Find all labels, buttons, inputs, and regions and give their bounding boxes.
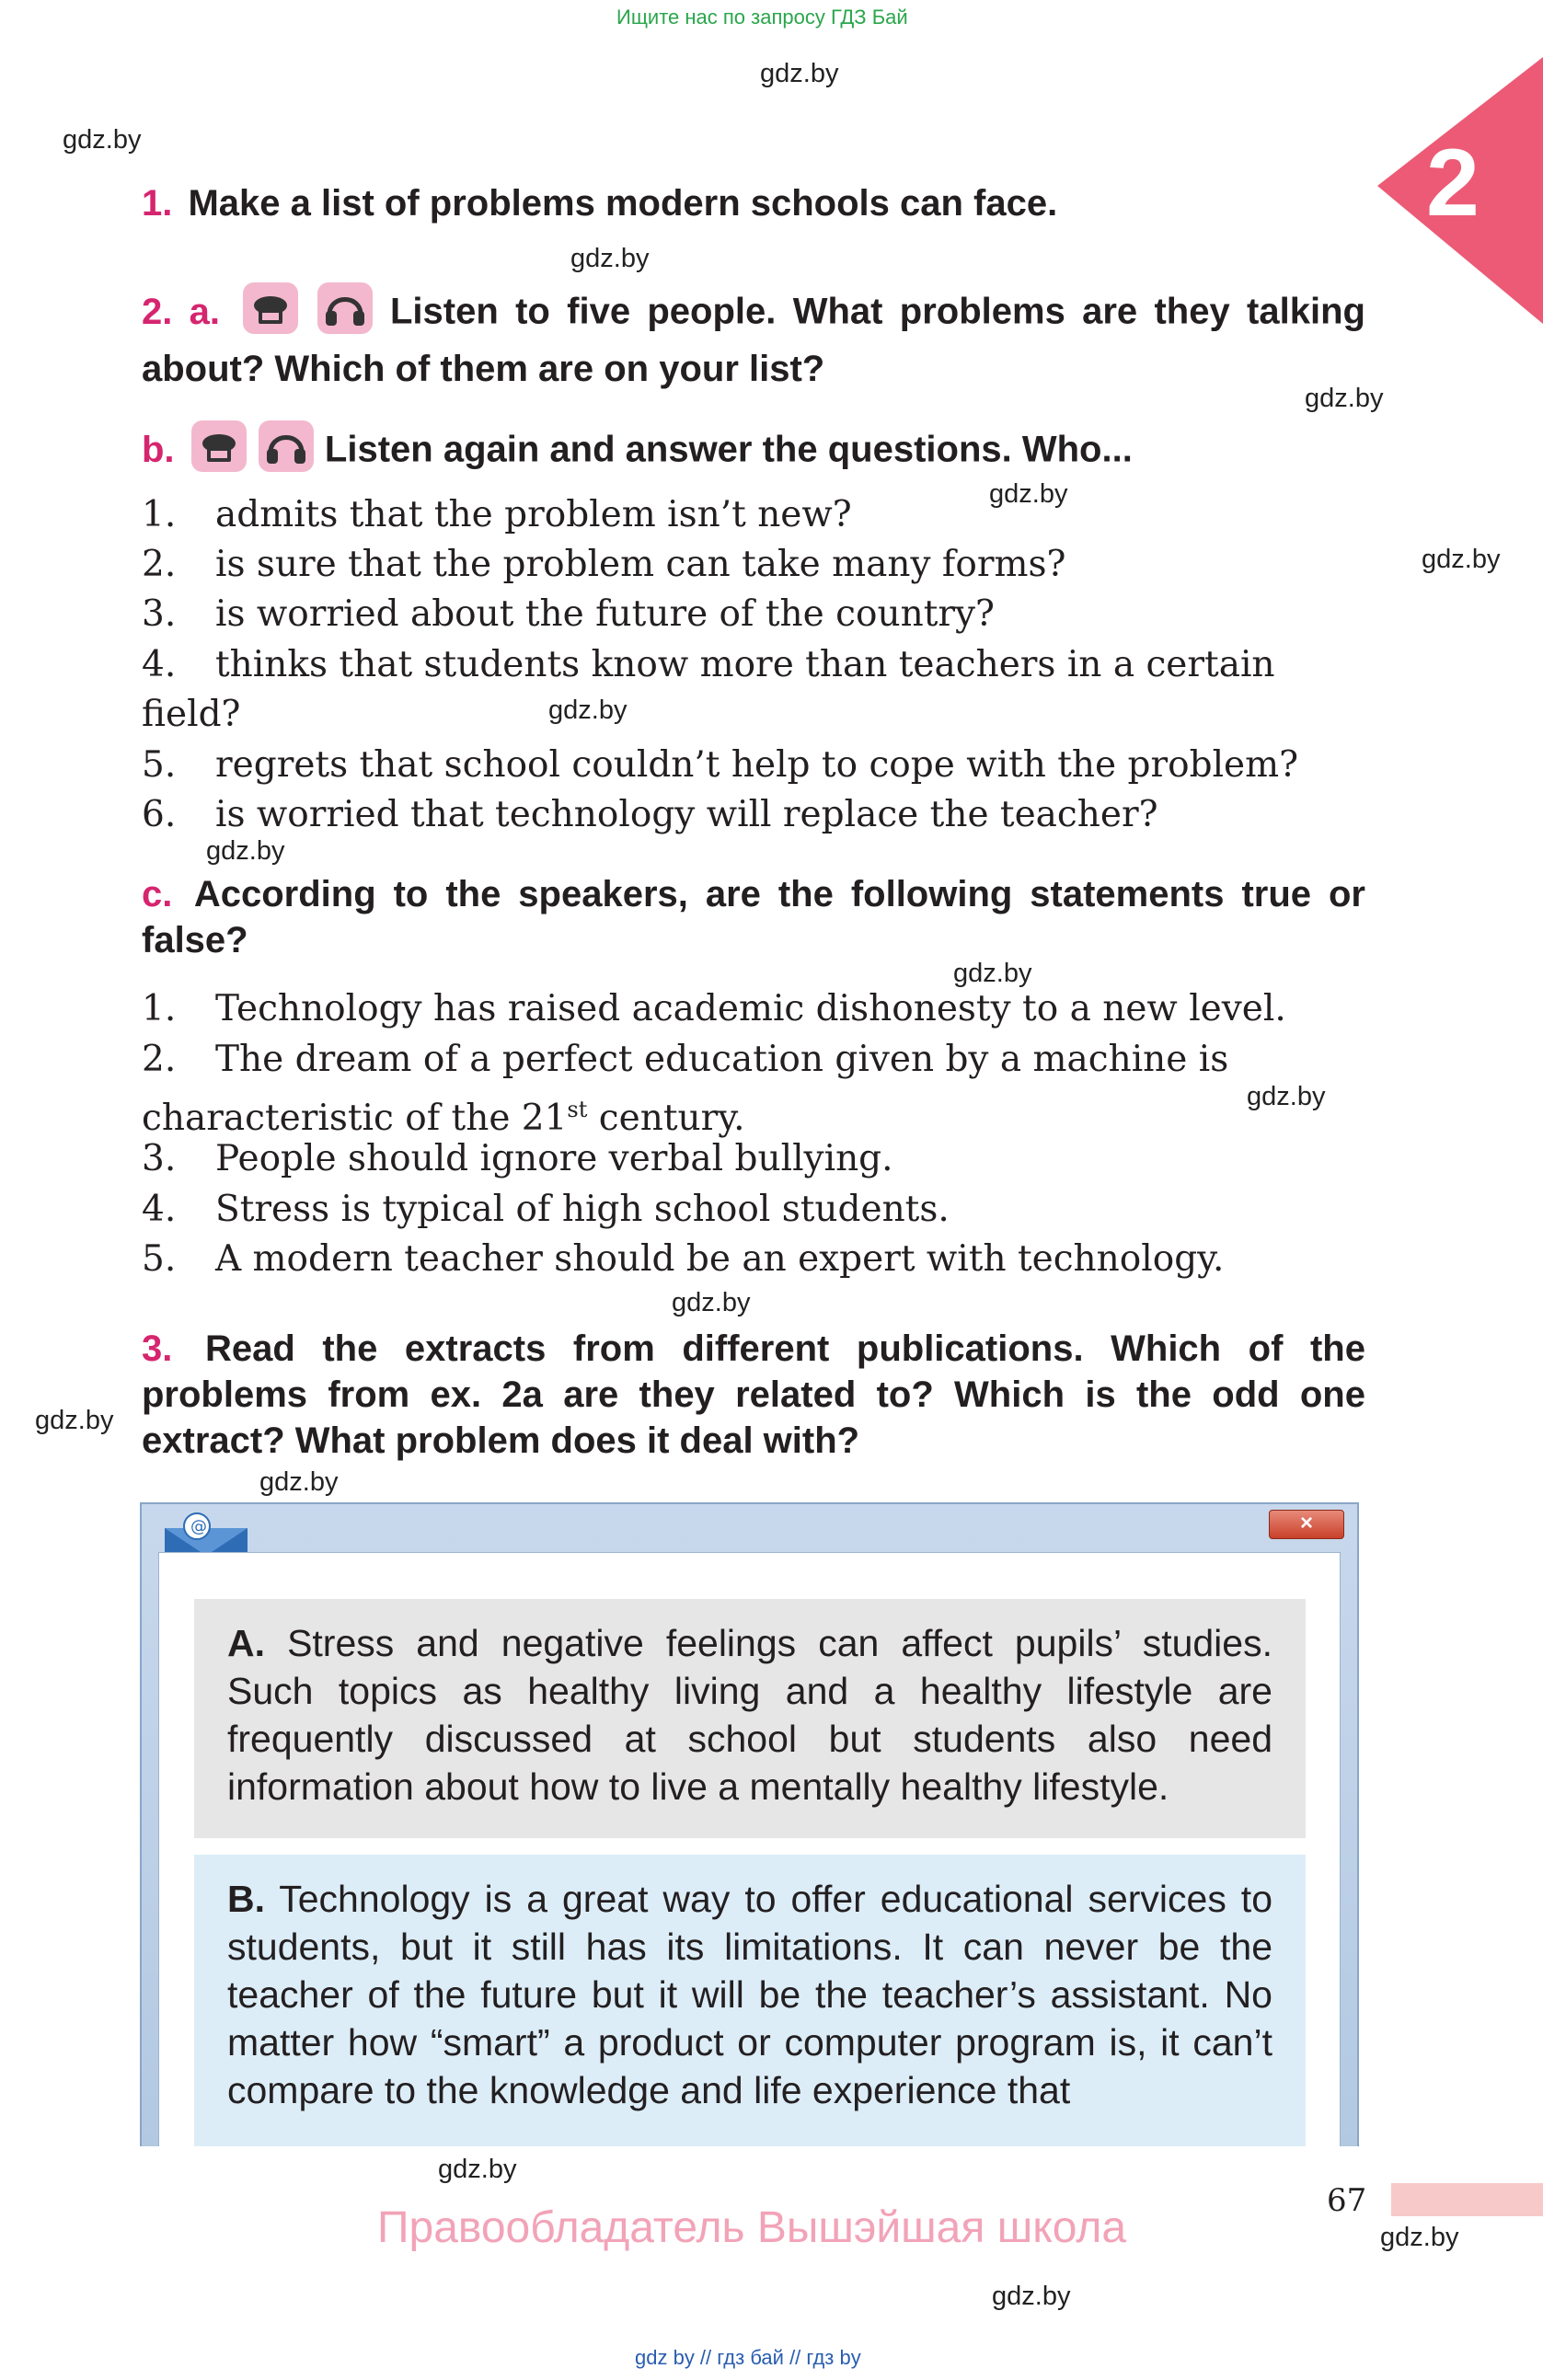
list-item: 2. The dream of a perfect education given by a machine is bbox=[142, 1039, 1229, 1080]
task-text: Make a list of problems modern schools can face. bbox=[188, 183, 1058, 224]
task-2c bbox=[142, 871, 1365, 963]
task-number: c. bbox=[142, 874, 173, 914]
task-number: 1. bbox=[142, 183, 173, 224]
task-number: b. bbox=[142, 429, 175, 470]
publisher-notice: Правообладатель Вышэйшая школа bbox=[377, 2203, 1127, 2252]
audio-cd-icon bbox=[190, 420, 248, 484]
watermark: gdz.by bbox=[989, 479, 1068, 509]
task-text: According to the speakers, are the following statements true or false? bbox=[142, 874, 1365, 960]
close-button[interactable]: × bbox=[1269, 1510, 1344, 1539]
watermark: gdz.by bbox=[259, 1467, 339, 1497]
task-3 bbox=[142, 1326, 1365, 1464]
footer-band bbox=[1391, 2183, 1543, 2216]
unit-number: 2 bbox=[1426, 130, 1480, 236]
task-2a bbox=[142, 282, 1365, 392]
watermark: gdz.by bbox=[1422, 545, 1501, 574]
watermark: gdz.by bbox=[206, 836, 285, 866]
watermark: gdz.by bbox=[438, 2155, 517, 2184]
list-item: 3. is worried about the future of the country? bbox=[142, 593, 995, 635]
extract-letter: B. bbox=[227, 1878, 265, 1920]
watermark: gdz.by bbox=[672, 1288, 751, 1317]
task-number: 3. bbox=[142, 1328, 173, 1369]
extract-text: Technology is a great way to offer educational services to students, but it still has its limitations. It can never be the teacher of the future but it will be the teacher’s assistant. No matter how “smart” a product or computer program is, it can’t compare to the knowledge and life experience that bbox=[227, 1878, 1273, 2111]
watermark: gdz.by bbox=[570, 244, 650, 273]
watermark: gdz.by bbox=[760, 59, 839, 88]
extract-text: Stress and negative feelings can affect pupils’ studies. Such topics as healthy living and a healthy lifestyle are frequently discussed at school but students also need information about how to live a mentally healthy lifestyle. bbox=[227, 1622, 1272, 1808]
extract-letter: A. bbox=[227, 1622, 265, 1664]
watermark: gdz.by bbox=[953, 959, 1032, 988]
page-number: 67 bbox=[1327, 2182, 1367, 2219]
list-item: 5. regrets that school couldn’t help to cope with the problem? bbox=[142, 744, 1299, 786]
audio-cd-icon bbox=[242, 282, 299, 346]
list-item: 1. Technology has raised academic dishonesty to a new level. bbox=[142, 988, 1286, 1029]
task-number: 2. a. bbox=[142, 291, 221, 332]
extract-a bbox=[194, 1599, 1306, 1838]
header-note: Ищите нас по запросу ГДЗ Бай bbox=[616, 6, 908, 29]
watermark: gdz.by bbox=[1247, 1082, 1326, 1111]
task-2b bbox=[142, 420, 1365, 484]
headphones-icon bbox=[317, 282, 374, 346]
list-item: 3. People should ignore verbal bullying. bbox=[142, 1138, 893, 1179]
list-item: 6. is worried that technology will replace the teacher? bbox=[142, 794, 1158, 835]
list-item: 2. is sure that the problem can take many forms? bbox=[142, 544, 1066, 585]
list-item: 4. thinks that students know more than teachers in a certain bbox=[142, 644, 1275, 685]
task-text: Listen again and answer the questions. Who... bbox=[324, 429, 1133, 470]
watermark: gdz.by bbox=[1305, 384, 1384, 413]
watermark: gdz.by bbox=[548, 696, 628, 725]
list-item-continuation: characteristic of the 21st century. bbox=[142, 1097, 745, 1139]
task-text: Listen to five people. What problems are they talking about? Which of them are on your list? bbox=[142, 291, 1365, 389]
extract-b bbox=[194, 1855, 1306, 2146]
task-1 bbox=[142, 180, 1365, 226]
list-item: 5. A modern teacher should be an expert with technology. bbox=[142, 1238, 1225, 1280]
task-text: Read the extracts from different publications. Which of the problems from ex. 2a are they related to? Which is the odd one extract? What problem does it deal with? bbox=[142, 1328, 1365, 1461]
headphones-icon bbox=[258, 420, 315, 484]
svg-text:@: @ bbox=[190, 1517, 207, 1536]
footer-note: gdz by // гдз бай // гдз by bbox=[635, 2346, 861, 2369]
watermark: gdz.by bbox=[992, 2282, 1071, 2311]
watermark: gdz.by bbox=[63, 125, 142, 155]
list-item: 1. admits that the problem isn’t new? bbox=[142, 494, 852, 535]
watermark: gdz.by bbox=[35, 1406, 114, 1435]
list-item-continuation: field? bbox=[142, 694, 241, 735]
watermark: gdz.by bbox=[1380, 2223, 1459, 2252]
list-item: 4. Stress is typical of high school students. bbox=[142, 1189, 950, 1230]
